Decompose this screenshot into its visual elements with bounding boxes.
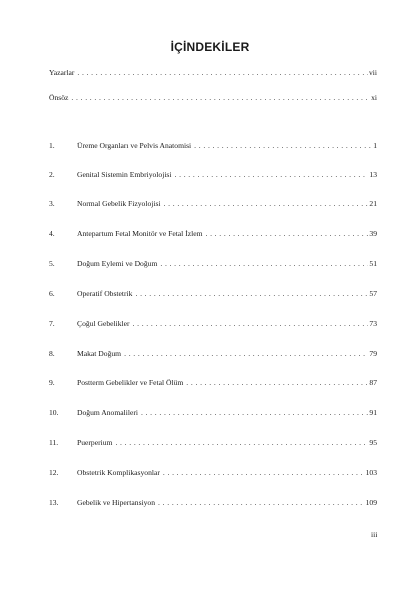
toc-entry-label: Normal Gebelik Fizyolojisi xyxy=(77,199,161,208)
dot-leader xyxy=(194,140,372,152)
toc-entry-page: 13 xyxy=(369,170,377,179)
dot-leader xyxy=(205,228,368,240)
dot-leader xyxy=(163,467,365,479)
toc-entry-label: Önsöz xyxy=(49,93,69,102)
toc-entry-chapter-2[interactable] xyxy=(49,169,377,181)
toc-entry-page: 87 xyxy=(369,378,377,387)
dot-leader xyxy=(77,67,368,79)
toc-entry-number: 1. xyxy=(49,141,55,150)
toc-entry-number: 5. xyxy=(49,259,55,268)
toc-entry-number: 7. xyxy=(49,319,55,328)
toc-entry-label: Operatif Obstetrik xyxy=(77,289,133,298)
toc-entry-page: 73 xyxy=(369,319,377,328)
toc-entry-label: Doğum Anomalileri xyxy=(77,408,138,417)
toc-entry-chapter-3[interactable] xyxy=(49,198,377,210)
toc-entry-page: 91 xyxy=(369,408,377,417)
toc-entry-number: 9. xyxy=(49,378,55,387)
toc-entry-page: 57 xyxy=(369,289,377,298)
toc-entry-label: Makat Doğum xyxy=(77,349,122,358)
toc-entry-label: Çoğul Gebelikler xyxy=(77,319,130,328)
toc-entry-page: 21 xyxy=(369,199,377,208)
toc-entry-number: 10. xyxy=(49,408,59,417)
dot-leader xyxy=(135,288,368,300)
toc-entry-number: 8. xyxy=(49,349,55,358)
dot-leader xyxy=(133,318,369,330)
toc-entry-page: vii xyxy=(368,68,377,77)
dot-leader xyxy=(115,437,368,449)
toc-entry-page: 103 xyxy=(365,468,377,477)
toc-entry-label: Yazarlar xyxy=(49,68,75,77)
toc-entry-front-preface[interactable] xyxy=(49,92,377,104)
toc-entry-chapter-11[interactable] xyxy=(49,437,377,449)
toc-entry-number: 6. xyxy=(49,289,55,298)
toc-entry-number: 13. xyxy=(49,498,59,507)
dot-leader xyxy=(124,348,368,360)
page-number: iii xyxy=(371,530,378,539)
toc-entry-page: 39 xyxy=(369,229,377,238)
toc-entry-chapter-8[interactable] xyxy=(49,348,377,360)
toc-entry-page: 51 xyxy=(369,259,377,268)
toc-entry-chapter-10[interactable] xyxy=(49,407,377,419)
toc-entry-label: Gebelik ve Hipertansiyon xyxy=(77,498,156,507)
toc-entry-number: 3. xyxy=(49,199,55,208)
toc-entry-label: Genital Sistemin Embriyolojisi xyxy=(77,170,172,179)
page-title: İÇİNDEKİLER xyxy=(170,40,250,54)
toc-entry-chapter-13[interactable] xyxy=(49,497,377,509)
dot-leader xyxy=(186,377,368,389)
toc-entry-label: Obstetrik Komplikasyonlar xyxy=(77,468,160,477)
toc-entry-number: 4. xyxy=(49,229,55,238)
toc-entry-label: Puerperium xyxy=(77,438,113,447)
toc-entry-chapter-7[interactable] xyxy=(49,318,377,330)
toc-entry-chapter-9[interactable] xyxy=(49,377,377,389)
dot-leader xyxy=(164,198,369,210)
dot-leader xyxy=(71,92,370,104)
toc-entry-chapter-6[interactable] xyxy=(49,288,377,300)
dot-leader xyxy=(141,407,368,419)
toc-entry-chapter-12[interactable] xyxy=(49,467,377,479)
toc-entry-chapter-4[interactable] xyxy=(49,228,377,240)
toc-entry-number: 2. xyxy=(49,170,55,179)
dot-leader xyxy=(158,497,365,509)
toc-entry-number: 12. xyxy=(49,468,59,477)
toc-entry-front-authors[interactable] xyxy=(49,67,377,79)
toc-entry-chapter-1[interactable] xyxy=(49,140,377,152)
toc-entry-page: 95 xyxy=(369,438,377,447)
toc-entry-label: Antepartum Fetal Monitör ve Fetal İzlem xyxy=(77,229,203,238)
toc-entry-chapter-5[interactable] xyxy=(49,258,377,270)
toc-entry-label: Doğum Eylemi ve Doğum xyxy=(77,259,158,268)
dot-leader xyxy=(175,169,369,181)
toc-entry-page: 79 xyxy=(369,349,377,358)
toc-entry-label: Üreme Organları ve Pelvis Anatomisi xyxy=(77,141,192,150)
toc-entry-page: 109 xyxy=(365,498,377,507)
toc-entry-number: 11. xyxy=(49,438,59,447)
dot-leader xyxy=(160,258,368,270)
toc-entry-page: xi xyxy=(371,93,377,102)
toc-entry-page: 1 xyxy=(373,141,377,150)
toc-entry-label: Postterm Gebelikler ve Fetal Ölüm xyxy=(77,378,184,387)
